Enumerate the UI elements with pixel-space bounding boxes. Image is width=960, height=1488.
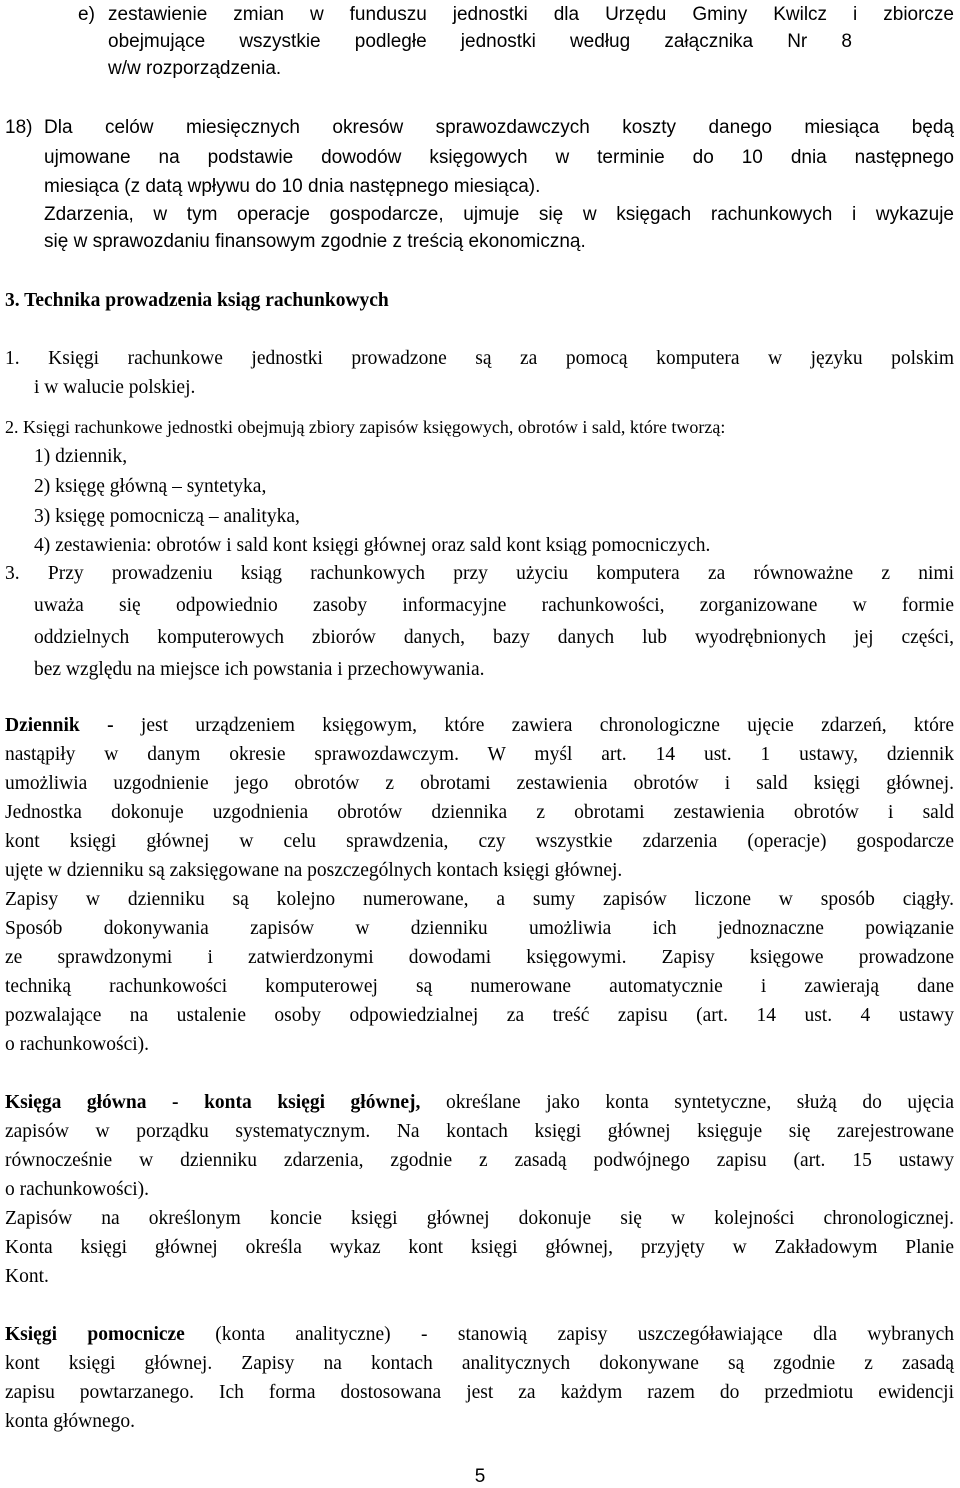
text-line: konta głównego. [5,1411,135,1432]
text-line: zapisów w porządku systematycznym. Na kontach księgi głównej księguje się zarejestrowane [5,1121,954,1142]
text-line: Zapisy w dzienniku są kolejno numerowane, a sumy zapisów liczone w sposób ciągły. [5,889,954,910]
text-line: Zdarzenia, w tym operacje gospodarcze, ujmuje się w księgach rachunkowych i wykazuje [44,204,954,225]
text-line: Dla celów miesięcznych okresów sprawozdawczych koszty danego miesiąca będą [44,117,954,138]
text-line: Sposób dokonywania zapisów w dzienniku umożliwia ich jednoznaczne powiązanie [5,918,954,939]
text-line: Dziennik - jest urządzeniem księgowym, które zawiera chronologiczne ujęcie zdarzeń, które [5,715,954,736]
text-line: obejmujące wszystkie podległe jednostki według załącznika Nr 8 [108,31,852,52]
text-line: Zapisów na określonym koncie księgi głównej dokonuje się w kolejności chronologicznej. [5,1208,954,1229]
text-line: Kont. [5,1266,49,1287]
term-ksiegi-pomocnicze: Księgi pomocnicze [5,1324,185,1345]
page-number: 5 [474,1466,486,1487]
text-line: 3. Przy prowadzeniu ksiąg rachunkowych przy użyciu komputera za równoważne z nimi [5,563,954,584]
text-line: uważa się odpowiednio zasoby informacyjne rachunkowości, zorganizowane w formie [34,595,954,616]
text-line: pozwalające na ustalenie osoby odpowiedzialnej za treść zapisu (art. 14 ust. 4 ustawy [5,1005,954,1026]
text-line: o rachunkowości). [5,1179,150,1200]
text-line: i w walucie polskiej. [34,377,196,398]
list-item: 3) księgę pomocniczą – analityka, [34,506,300,527]
text-line: Jednostka dokonuje uzgodnienia obrotów dziennika z obrotami zestawienia obrotów i sald [5,802,954,823]
text-line: w/w rozporządzenia. [108,58,282,79]
text-line: bez względu na miejsce ich powstania i przechowywania. [34,659,485,680]
list-item: 1) dziennik, [34,446,128,467]
text-line: 1. Księgi rachunkowe jednostki prowadzone są za pomocą komputera w języku polskim [5,348,954,369]
text-line: kont księgi głównej. Zapisy na kontach analitycznych dokonywane są zgodnie z zasadą [5,1353,954,1374]
text-line: równocześnie w dzienniku zdarzenia, zgodnie z zasadą podwójnego zapisu (art. 15 ustawy [5,1150,954,1171]
text-line: 2. Księgi rachunkowe jednostki obejmują zbiory zapisów księgowych, obrotów i sald, które tworzą: [5,417,726,437]
list-marker-e: e) [78,4,95,25]
text-line: Konta księgi głównej określa wykaz kont księgi głównej, przyjęty w Zakładowym Planie [5,1237,954,1258]
text-line: ujęte w dzienniku są zaksięgowane na poszczególnych kontach księgi głównej. [5,860,623,881]
text-line: oddzielnych komputerowych zbiorów danych, bazy danych lub wyodrębnionych jej części, [34,627,954,648]
text-line: ujmowane na podstawie dowodów księgowych w terminie do 10 dnia następnego [44,147,954,168]
text-line: o rachunkowości). [5,1034,150,1055]
text-line: zapisu powtarzanego. Ich forma dostosowana jest za każdym razem do przedmiotu ewidencji [5,1382,954,1403]
text-line: miesiąca (z datą wpływu do 10 dnia następnego miesiąca). [44,176,541,197]
text-line: ze sprawdzonymi i zatwierdzonymi dowodami księgowymi. Zapisy księgowe prowadzone [5,947,954,968]
text-line: umożliwia uzgodnienie jego obrotów z obrotami zestawienia obrotów i sald księgi głównej. [5,773,954,794]
text-line: Księgi pomocnicze (konta analityczne) - stanowią zapisy uszczegóławiające dla wybranych [5,1324,955,1345]
section-heading: 3. Technika prowadzenia ksiąg rachunkowych [5,290,389,311]
text-line: kont księgi głównej w celu sprawdzenia, czy wszystkie zdarzenia (operacje) gospodarcze [5,831,954,852]
text-line: się w sprawozdaniu finansowym zgodnie z treścią ekonomiczną. [44,231,586,252]
term-dziennik: Dziennik - [5,715,114,736]
text-line: techniką rachunkowości komputerowej są numerowane automatycznie i zawierają dane [5,976,954,997]
text-line: Księga główna - konta księgi głównej, określane jako konta syntetyczne, służą do ujęcia [5,1092,954,1113]
term-ksiega-glowna: Księga główna - konta księgi głównej, [5,1092,421,1113]
text-line: zestawienie zmian w funduszu jednostki dla Urzędu Gminy Kwilcz i zbiorcze [108,4,954,25]
list-marker-18: 18) [5,117,33,138]
list-item: 4) zestawienia: obrotów i sald kont księgi głównej oraz sald kont ksiąg pomocniczych. [34,535,711,556]
text-line: nastąpiły w danym okresie sprawozdawczym. W myśl art. 14 ust. 1 ustawy, dziennik [5,744,954,765]
list-item: 2) księgę główną – syntetyka, [34,476,267,497]
